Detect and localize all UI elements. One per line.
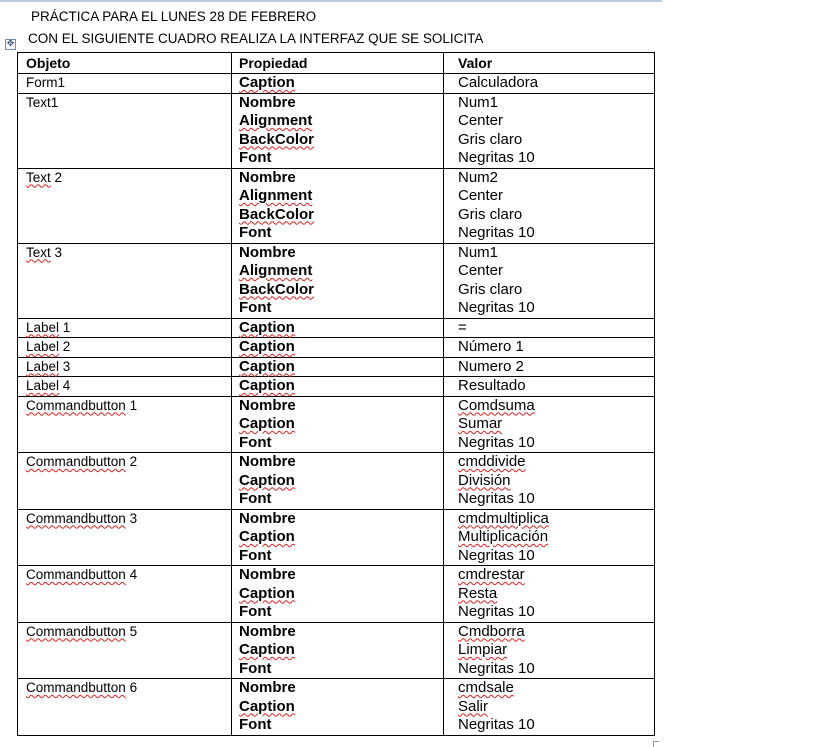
cell-propiedad [232, 377, 444, 397]
cell-valor [444, 509, 655, 566]
propiedad-text: Font [239, 224, 272, 241]
cell-propiedad [232, 679, 444, 736]
cell-valor [444, 318, 655, 338]
propiedad-text: Caption [239, 377, 295, 394]
heading-line-2: CON EL SIGUIENTE CUADRO REALIZA LA INTERFAZ QUE SE SOLICITA [28, 31, 484, 46]
propiedad-text: Alignment [239, 262, 313, 279]
propiedad-text: Caption [239, 528, 295, 545]
header-propiedad: Propiedad [232, 53, 444, 74]
propiedad-text: Caption [239, 357, 295, 375]
page-corner-mark [653, 741, 659, 747]
objeto-text: Label 2 [26, 339, 71, 354]
objeto-text: Commandbutton 3 [26, 510, 138, 526]
cell-valor [444, 357, 655, 377]
cell-propiedad [232, 168, 444, 243]
cell-valor [444, 679, 655, 736]
valor-text: Limpiar [458, 641, 508, 658]
table-header-row [18, 53, 655, 74]
valor-text: Negritas 10 [458, 433, 535, 451]
valor-text: Negritas 10 [458, 716, 535, 733]
objeto-text: Commandbutton 2 [26, 454, 138, 469]
table-row [18, 622, 655, 679]
valor-text: Negritas 10 [458, 603, 535, 620]
valor-text: Negritas 10 [458, 299, 535, 316]
table-row [18, 453, 655, 510]
cell-valor [444, 74, 655, 94]
table-row [18, 357, 655, 377]
valor-text: División [458, 471, 511, 489]
cell-valor [444, 243, 655, 318]
valor-text: cmdrestar [458, 566, 525, 583]
valor-text: Comdsuma [458, 396, 535, 414]
propiedad-text: Caption [239, 318, 295, 336]
propiedad-text: Caption [239, 338, 295, 355]
cell-objeto [18, 168, 232, 243]
propiedad-text: Nombre [239, 622, 296, 640]
table-row [18, 318, 655, 338]
valor-text: cmdmultiplica [458, 509, 549, 527]
page-top-edge [0, 0, 662, 2]
heading-line-1: PRÁCTICA PARA EL LUNES 28 DE FEBRERO [31, 9, 317, 24]
valor-text: Gris claro [458, 205, 523, 223]
valor-text: Negritas 10 [458, 224, 535, 241]
propiedad-text: Caption [239, 415, 295, 432]
valor-text: Calculadora [458, 74, 539, 91]
cell-objeto [18, 74, 232, 94]
valor-text: Center [458, 187, 504, 204]
valor-text: Número 1 [458, 338, 524, 355]
cell-propiedad [232, 243, 444, 318]
valor-text: Negritas 10 [458, 659, 535, 677]
propiedad-text: Nombre [239, 396, 296, 414]
cell-propiedad [232, 453, 444, 510]
cell-objeto [18, 453, 232, 510]
cell-objeto [18, 377, 232, 397]
valor-text: Multiplicación [458, 528, 549, 545]
table-row [18, 243, 655, 318]
cell-objeto [18, 566, 232, 623]
valor-text: = [458, 318, 467, 336]
propiedad-text: Font [239, 603, 272, 620]
cell-propiedad [232, 622, 444, 679]
cell-objeto [18, 396, 232, 453]
propiedad-text: Font [239, 433, 272, 451]
valor-text: Num2 [458, 168, 499, 186]
propiedad-text: Nombre [239, 453, 296, 470]
propiedad-text: Font [239, 490, 272, 507]
table-row [18, 509, 655, 566]
propiedad-text: BackColor [239, 280, 315, 298]
propiedad-text: BackColor [239, 205, 315, 223]
valor-text: cmdsale [458, 679, 514, 696]
objeto-text: Label 3 [26, 358, 71, 374]
valor-text: Numero 2 [458, 357, 524, 375]
cell-objeto [18, 243, 232, 318]
cell-valor [444, 338, 655, 358]
table-row [18, 566, 655, 623]
table-row [18, 679, 655, 736]
propiedad-text: Font [239, 546, 272, 564]
cell-valor [444, 168, 655, 243]
valor-text: cmddivide [458, 453, 526, 470]
cell-valor [444, 93, 655, 168]
properties-table [17, 52, 655, 736]
propiedad-text: Caption [239, 471, 295, 489]
objeto-text: Text 2 [26, 169, 63, 185]
table-row [18, 168, 655, 243]
propiedad-text: Nombre [239, 566, 296, 583]
valor-text: Salir [458, 697, 489, 715]
table-row [18, 338, 655, 358]
valor-text: Center [458, 112, 504, 129]
valor-text: Center [458, 262, 504, 279]
propiedad-text: Caption [239, 641, 295, 658]
cell-propiedad [232, 74, 444, 94]
valor-text: Cmdborra [458, 622, 525, 640]
valor-text: Resultado [458, 377, 526, 394]
propiedad-text: Caption [239, 584, 295, 602]
propiedad-text: Caption [239, 697, 295, 715]
valor-text: Negritas 10 [458, 546, 535, 564]
valor-text: Num1 [458, 93, 499, 111]
cell-propiedad [232, 509, 444, 566]
valor-text: Gris claro [458, 280, 523, 298]
propiedad-text: Nombre [239, 509, 296, 527]
table-row [18, 377, 655, 397]
objeto-text: Commandbutton 6 [26, 680, 138, 695]
objeto-text: Form1 [26, 75, 66, 90]
table-row [18, 93, 655, 168]
propiedad-text: Font [239, 149, 272, 166]
propiedad-text: Caption [239, 74, 295, 91]
cell-valor [444, 396, 655, 453]
objeto-text: Commandbutton 1 [26, 397, 138, 413]
valor-text: Num1 [458, 243, 499, 261]
cell-valor [444, 377, 655, 397]
objeto-text: Text1 [26, 94, 59, 110]
objeto-text: Text 3 [26, 244, 63, 260]
objeto-text: Commandbutton 5 [26, 623, 138, 639]
cell-propiedad [232, 357, 444, 377]
valor-text: Negritas 10 [458, 490, 535, 507]
cell-valor [444, 622, 655, 679]
header-objeto: Objeto [18, 53, 232, 74]
cell-objeto [18, 622, 232, 679]
propiedad-text: BackColor [239, 130, 315, 148]
valor-text: Resta [458, 584, 498, 602]
valor-text: Gris claro [458, 130, 523, 148]
valor-text: Sumar [458, 415, 503, 432]
valor-text: Negritas 10 [458, 149, 535, 166]
objeto-text: Label 1 [26, 319, 71, 335]
cell-valor [444, 566, 655, 623]
table-row [18, 74, 655, 94]
cell-propiedad [232, 318, 444, 338]
cell-propiedad [232, 566, 444, 623]
cell-objeto [18, 318, 232, 338]
table-body [18, 74, 655, 736]
propiedad-text: Nombre [239, 93, 296, 111]
table-row [18, 396, 655, 453]
cell-objeto [18, 357, 232, 377]
cell-propiedad [232, 396, 444, 453]
cell-objeto [18, 509, 232, 566]
cell-objeto [18, 679, 232, 736]
cell-objeto [18, 338, 232, 358]
propiedad-text: Nombre [239, 168, 296, 186]
header-valor: Valor [444, 53, 655, 74]
table-move-handle-icon[interactable]: ✥ [6, 39, 15, 49]
propiedad-text: Nombre [239, 243, 296, 261]
cell-propiedad [232, 93, 444, 168]
propiedad-text: Font [239, 659, 272, 677]
objeto-text: Label 4 [26, 378, 71, 393]
cell-valor [444, 453, 655, 510]
cell-propiedad [232, 338, 444, 358]
propiedad-text: Font [239, 716, 272, 733]
propiedad-text: Alignment [239, 112, 313, 129]
propiedad-text: Alignment [239, 187, 313, 204]
propiedad-text: Nombre [239, 679, 296, 696]
objeto-text: Commandbutton 4 [26, 567, 138, 582]
propiedad-text: Font [239, 299, 272, 316]
cell-objeto [18, 93, 232, 168]
